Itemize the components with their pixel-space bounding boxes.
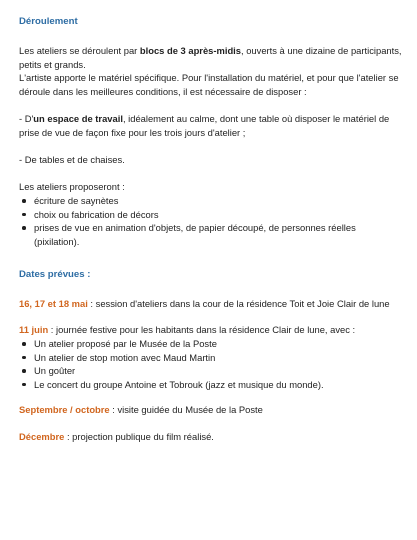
text: - D': [19, 113, 34, 124]
date-text: : session d'ateliers dans la cour de la résidence Toit et Joie Clair de lune: [87, 298, 390, 309]
date-text: : journée festive pour les habitants dans la résidence Clair de lune, avec :: [48, 324, 356, 335]
date-entry: [19, 403, 403, 417]
list-item: Le concert du groupe Antoine et Tobrouk (jazz et musique du monde).: [19, 378, 403, 392]
list-item: Un goûter: [19, 364, 403, 378]
paragraph-ateliers-proposeront: Les ateliers proposeront :: [19, 181, 125, 192]
paragraph-blocs: [19, 44, 403, 71]
list-item: choix ou fabrication de décors: [19, 208, 403, 222]
list-item: Un atelier de stop motion avec Maud Martin: [19, 351, 403, 365]
date-text: : visite guidée du Musée de la Poste: [109, 404, 263, 415]
bold-text: un espace de travail: [33, 113, 123, 124]
atelier-list: [19, 194, 403, 248]
paragraph-tables: - De tables et de chaises.: [19, 154, 125, 165]
text: , idéalement au calme, dont une table où disposer le matériel de prise de vue de façon fixe pour les trois jours d'atelier ;: [19, 113, 390, 138]
section-heading-deroulement: Déroulement: [19, 16, 78, 27]
list-item: écriture de saynètes: [19, 194, 403, 208]
date-text: : projection publique du film réalisé.: [64, 431, 214, 442]
text: Les ateliers se déroulent par: [19, 45, 140, 56]
date-entry: [19, 323, 403, 337]
date-label: 11 juin: [19, 324, 49, 335]
date-label: Septembre / octobre: [19, 404, 110, 415]
list-item: Un atelier proposé par le Musée de la Poste: [19, 337, 403, 351]
paragraph-materiel: L'artiste apporte le matériel spécifique. Pour l'installation du matériel, et pour que l'atelier se déroule dans les meilleures conditions, il est nécessaire de disposer :: [19, 72, 399, 97]
section-heading-dates: Dates prévues :: [19, 269, 91, 280]
date-entry: [19, 430, 403, 444]
date-entry: [19, 297, 403, 311]
bold-text: blocs de 3 après-midis: [139, 45, 241, 56]
text: , ouverts à une dizaine de participants, petits et grands.: [19, 45, 402, 70]
date-label: 16, 17 et 18 mai: [19, 298, 88, 309]
festive-list: [19, 337, 403, 391]
list-item: prises de vue en animation d'objets, de papier découpé, de personnes réelles (pixilation).: [19, 221, 403, 248]
date-label: Décembre: [19, 431, 65, 442]
paragraph-espace: [19, 112, 403, 139]
